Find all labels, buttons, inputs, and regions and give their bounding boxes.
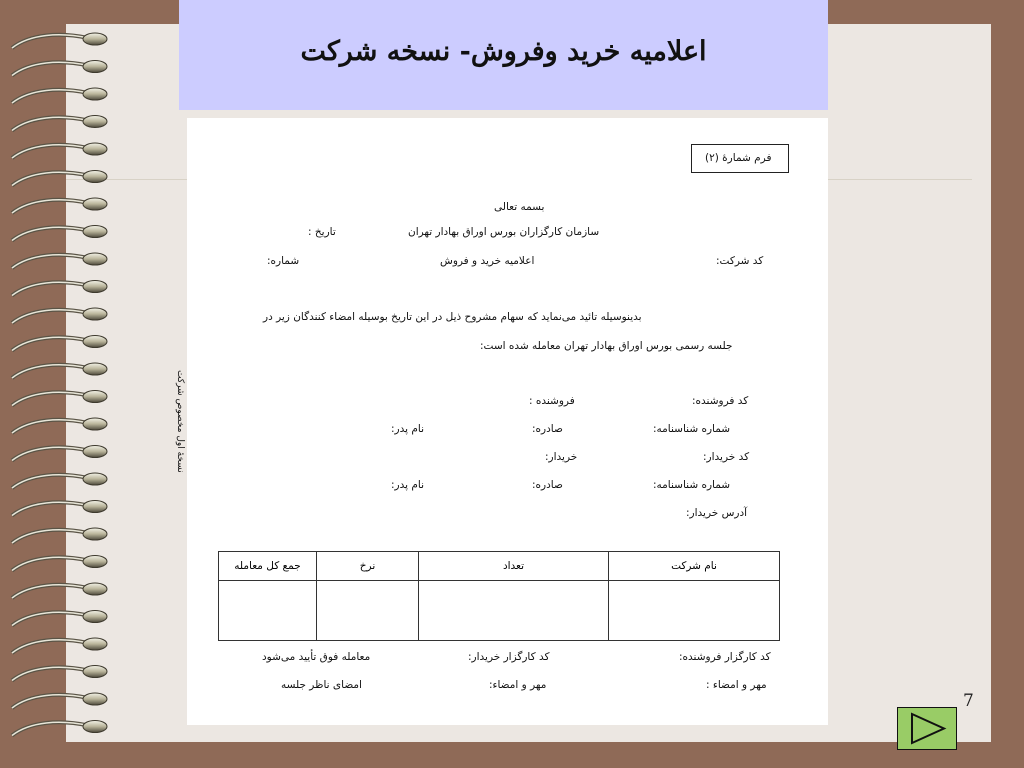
company-code-label: کد شرکت: <box>716 255 764 267</box>
seller-code-label: کد فروشنده: <box>692 395 749 407</box>
frame-top-edge <box>66 0 180 24</box>
cell-company-name[interactable] <box>609 581 780 641</box>
seller-broker-code-label: کد کارگزار فروشنده: <box>679 651 771 663</box>
form-number: فرم شمارهٔ (۲) <box>705 152 772 164</box>
buyer-broker-code-label: کد کارگزار خریدار: <box>468 651 550 663</box>
bismillah: بسمه تعالی <box>494 201 545 213</box>
body-text-line-2: جلسه رسمی بورس اوراق بهادار تهران معامله شده است: <box>480 340 733 352</box>
seller-id-number-label: شماره شناسنامه: <box>653 423 731 435</box>
cell-total[interactable] <box>219 581 317 641</box>
organization-name: سازمان کارگزاران بورس اوراق بهادار تهران <box>408 226 600 238</box>
transaction-table <box>218 551 780 641</box>
stamp-signature-right: مهر و امضاء : <box>706 679 767 691</box>
cell-rate[interactable] <box>317 581 419 641</box>
seller-father-name-label: نام پدر: <box>391 423 425 435</box>
spiral-binding-icon <box>0 30 120 750</box>
table-row <box>219 581 780 641</box>
supervisor-signature-label: امضای ناظر جلسه <box>281 679 362 691</box>
body-text-line-1: بدینوسیله تائید می‌نماید که سهام مشروح ذیل در این تاریخ بوسیله امضاء کنندگان زیر در <box>263 311 642 323</box>
buyer-issued-label: صادره: <box>532 479 563 491</box>
slide-title: اعلامیه خرید وفروش- نسخه شرکت <box>300 36 707 67</box>
notice-title: اعلامیه خرید و فروش <box>440 255 535 267</box>
title-banner <box>179 0 828 110</box>
number-label: شماره: <box>267 255 300 267</box>
seller-label: فروشنده : <box>529 395 575 407</box>
buyer-label: خریدار: <box>545 451 578 463</box>
header-total: جمع کل معامله <box>219 552 317 581</box>
seller-issued-label: صادره: <box>532 423 563 435</box>
header-company-name: نام شرکت <box>609 552 780 581</box>
buyer-father-name-label: نام پدر: <box>391 479 425 491</box>
side-note: نسخهٔ اول مخصوص شرکت <box>175 370 185 473</box>
next-slide-button[interactable] <box>897 707 957 750</box>
buyer-code-label: کد خریدار: <box>703 451 750 463</box>
stamp-signature-mid: مهر و امضاء: <box>489 679 547 691</box>
buyer-id-number-label: شماره شناسنامه: <box>653 479 731 491</box>
date-label: تاریخ : <box>308 226 336 238</box>
table-header-row <box>219 552 780 581</box>
header-rate: نرخ <box>317 552 419 581</box>
page-number: 7 <box>963 691 974 711</box>
play-triangle-icon <box>898 708 956 749</box>
header-quantity: تعداد <box>419 552 609 581</box>
approval-text: معامله فوق تأیید می‌شود <box>262 651 371 663</box>
form-document <box>175 118 828 725</box>
buyer-address-label: آدرس خریدار: <box>686 507 748 519</box>
cell-quantity[interactable] <box>419 581 609 641</box>
